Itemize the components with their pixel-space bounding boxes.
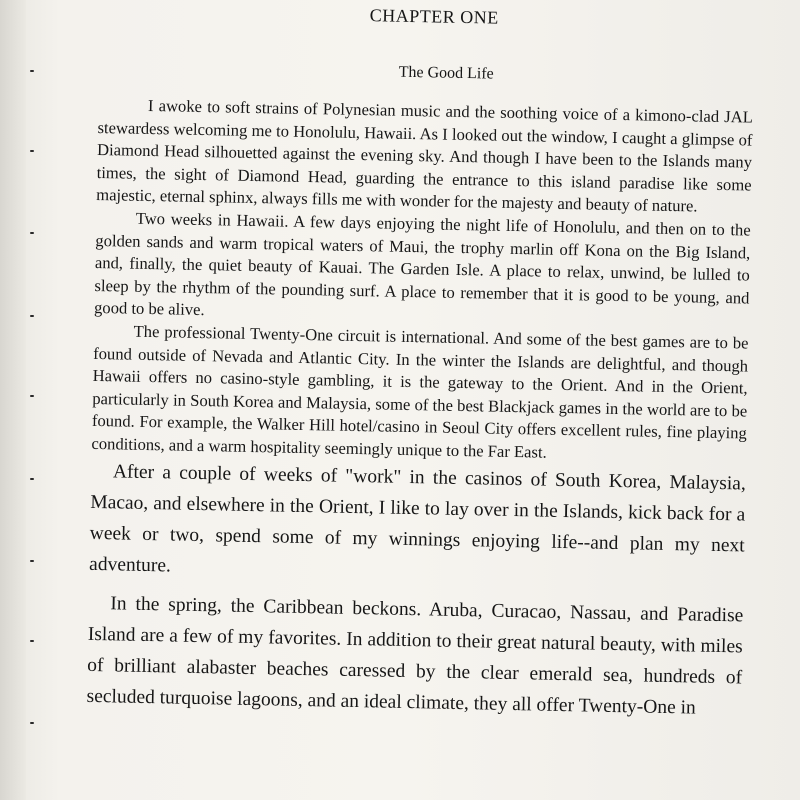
paragraph: I awoke to soft strains of Polynesian music and the soothing voice of a kimono-clad JAL stewardess welcoming me to Honolulu, Hawaii. As I looked out the window, I caught a glimpse of Diamond Head silhouetted against the evening sky. And though I have been to the Islands many times, the sight of Diamond Head, guarding the entrance to this island paradise like some majestic, eternal sphinx, always fills me with wonder for the majesty and beauty of nature. bbox=[96, 95, 754, 216]
binding-hole-mark bbox=[30, 150, 34, 152]
page-binding-edge bbox=[0, 0, 26, 800]
binding-hole-mark bbox=[30, 640, 34, 642]
binding-hole-mark bbox=[30, 560, 34, 562]
binding-hole-mark bbox=[30, 722, 34, 724]
chapter-body bbox=[86, 94, 753, 724]
chapter-title: The Good Life bbox=[398, 63, 494, 83]
paragraph: Two weeks in Hawaii. A few days enjoying the night life of Honolulu, and then on to the golden sands and warm tropical waters of Maui, the trophy marlin off Kona on the Big Island, and, finally, the quiet beauty of Kauai. The Garden Isle. A place to relax, unwind, be lulled to sleep by the rhythm of the pounding surf. A place to remember that it is good to be young, and good to be alive. bbox=[93, 208, 751, 320]
chapter-heading: CHAPTER ONE bbox=[369, 5, 499, 28]
binding-hole-mark bbox=[30, 315, 34, 317]
paragraph: After a couple of weeks of "work" in the casinos of South Korea, Malaysia, Macao, and elsewhere in the Orient, I like to lay over in the Islands, kick back for a week or two, spend some of my winnings enjoying life--and plan my next adventure. bbox=[88, 460, 747, 576]
binding-hole-mark bbox=[30, 70, 34, 72]
binding-hole-mark bbox=[30, 478, 34, 480]
binding-hole-mark bbox=[30, 395, 34, 397]
binding-hole-mark bbox=[30, 232, 34, 234]
paragraph: The professional Twenty-One circuit is international. And some of the best games are to be found outside of Nevada and Atlantic City. In the winter the Islands are delightful, and though Hawaii offers no casino-style gambling, it is the gateway to the Orient. And in the Orient, particularly in South Korea and Malaysia, some of the best Blackjack games in the world are to be found. For example, the Walker Hill hotel/casino in Seoul City offers excellent rules, fine playing conditions, and a warm hospitality seemingly unique to the Far East. bbox=[91, 321, 749, 462]
page-text-block bbox=[85, 0, 772, 800]
paragraph: In the spring, the Caribbean beckons. Aruba, Curacao, Nassau, and Paradise Island are a few of my favorites. In addition to their great natural beauty, with miles of brilliant alabaster beaches caressed by the clear emerald sea, hundreds of secluded turquoise lagoons, and an ideal climate, they all offer Twenty-One in bbox=[86, 592, 744, 719]
